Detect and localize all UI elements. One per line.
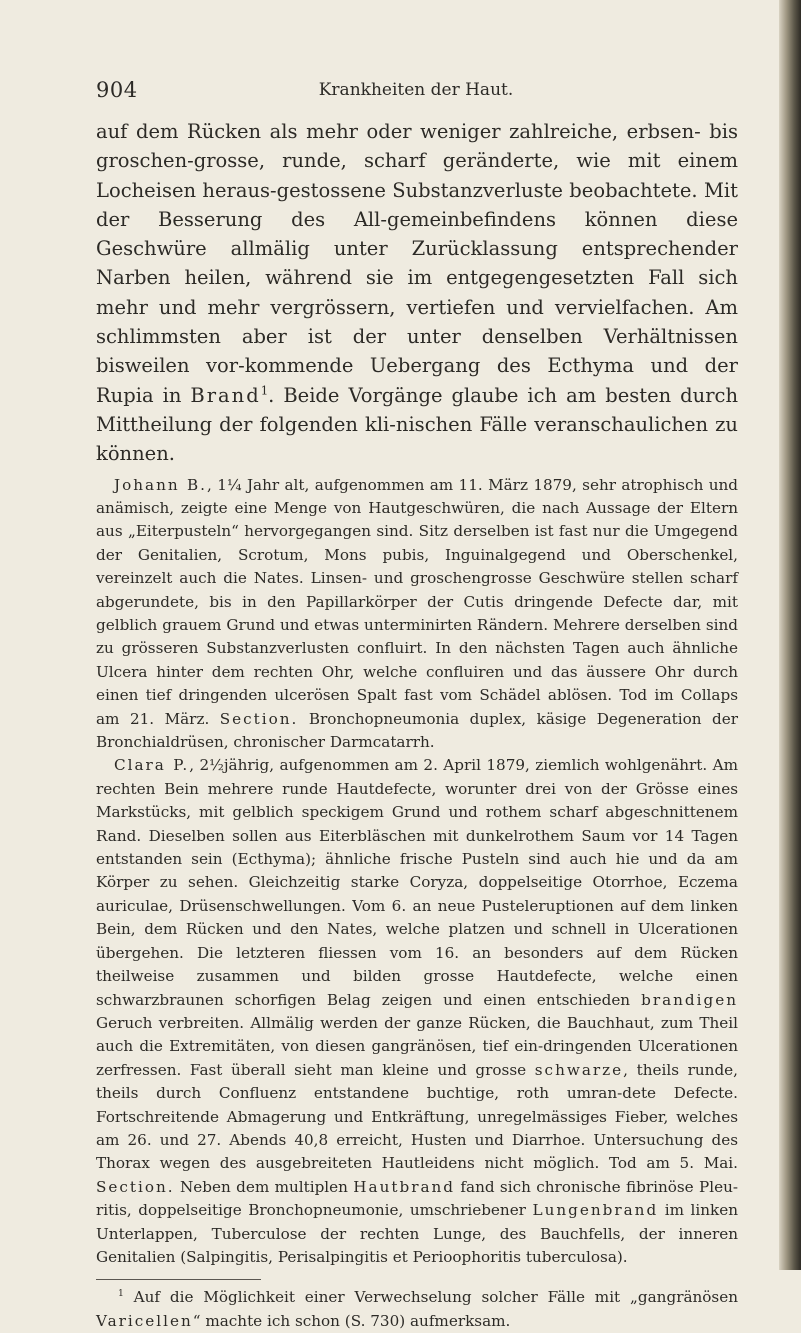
case-clara-text-6: im linken Unterlappen, Tuberculose der rechten Lunge, des Bauchfells, der inneren Genitalien (Salpingitis, Perisalpingitis et Perioophoritis tuberculosa).	[96, 1201, 738, 1266]
case-clara-text-5: fand sich chronische fibrinöse Pleu-ritis, doppelseitige Bronchopneumonie, umschriebener	[96, 1177, 738, 1220]
page-header	[96, 78, 736, 112]
case-paragraph-clara	[96, 754, 738, 1269]
case-clara-text-3: , theils runde, theils durch Confluenz entstandene buchtige, roth umran-dete Defecte. Fortschreitende Abmagerung und Entkräftung, unregelmässiges Fieber, welches am 26. und 27. Abends 40,8 erreicht, Husten und Diarrhoe. Untersuchung des Thorax wegen des ausgebreiteten Hautleidens nicht möglich. Tod am 5. Mai.	[96, 1060, 738, 1173]
case-clara-text-4: Neben dem multiplen	[174, 1177, 354, 1196]
book-spine-edge	[779, 0, 801, 1270]
case-johann-text-2: Bronchopneumonia duplex, käsige Degeneration der Bronchialdrüsen, chronischer Darmcatarrh.	[96, 709, 738, 752]
term-brandigen: brandigen	[641, 990, 738, 1009]
case-clara-text-1: , 2½jährig, aufgenommen am 2. April 1879, ziemlich wohlgenährt. Am rechten Bein mehrere runde Hautdefecte, worunter drei von der Grösse eines Markstücks, mit gelblich speckigem Grund und rothem scharf abgeschnittenem Rand. Dieselben sollen aus Eiterbläschen mit dunkelrothem Saum vor 14 Tagen entstanden sein (Ecthyma); ähnliche frische Pusteln sind auch hie und da am Körper zu sehen. Gleichzeitig starke Coryza, doppelseitige Otorrhoe, Eczema auriculae, Drüsenschwellungen. Vom 6. an neue Pusteleruptionen auf dem linken Bein, dem Rücken und den Nates, welche platzen und schnell in Ulcerationen übergehen. Die letzteren fliessen vom 16. an besonders auf dem Rücken theilweise zusammen und bilden grosse Hautdefecte, welche einen schwarzbraunen schorfigen Belag zeigen und einen entschieden	[96, 756, 738, 1009]
page-body	[96, 117, 738, 1333]
footnote-number: 1	[118, 1289, 124, 1300]
patient-name-johann: Johann B.	[114, 475, 207, 494]
term-schwarze: schwarze	[534, 1060, 624, 1079]
running-head: Krankheiten der Haut.	[318, 80, 514, 100]
section-label: Section.	[96, 1177, 175, 1196]
footnote-marker: 1	[260, 383, 269, 398]
section-label: Section.	[219, 709, 299, 728]
intro-text-part1: auf dem Rücken als mehr oder weniger zahlreiche, erbsen- bis groschen-grosse, runde, scharf geränderte, wie mit einem Locheisen heraus-gestossene Substanzverluste beobachtete. Mit der Besserung des All-gemeinbefindens können diese Geschwüre allmälig unter Zurücklassung entsprechender Narben heilen, während sie im entgegengesetzten Fall sich mehr und mehr vergrössern, vertiefen und vervielfachen. Am schlimmsten aber ist der unter denselben Verhältnissen bisweilen vor-kommende Uebergang des Ecthyma und der Rupia in	[96, 120, 738, 407]
page-number: 904	[96, 78, 138, 102]
patient-name-clara: Clara P.	[114, 756, 190, 775]
case-paragraph-johann	[96, 474, 738, 755]
footnote-text-1: Auf die Möglichkeit einer Verwechselung solcher Fälle mit „gangränösen	[123, 1288, 738, 1307]
footnote	[96, 1286, 738, 1333]
case-reports	[96, 474, 738, 1270]
footnote-paragraph	[96, 1286, 738, 1333]
term-lungenbrand: Lungenbrand	[532, 1201, 659, 1220]
footnote-rule	[96, 1279, 261, 1280]
term-brand: Brand	[190, 383, 261, 407]
term-hautbrand: Hautbrand	[353, 1177, 456, 1196]
case-clara-text-2: Geruch verbreiten. Allmälig werden der ganze Rücken, die Bauchhaut, zum Theil auch die Extremitäten, von diesen gangränösen, tief ein-dringenden Ulcerationen zerfressen. Fast überall sieht man kleine und grosse	[96, 1013, 738, 1079]
term-varicellen: Varicellen	[96, 1311, 193, 1330]
intro-text-part2: . Beide Vorgänge glaube ich am besten durch Mittheilung der folgenden kli-nischen Fälle veranschaulichen zu können.	[96, 383, 739, 466]
case-johann-text: , 1¼ Jahr alt, aufgenommen am 11. März 1879, sehr atrophisch und anämisch, zeigte eine Menge von Hautgeschwüren, die nach Aussage der Eltern aus „Eiterpusteln“ hervorgegangen sind. Sitz derselben ist fast nur die Umgegend der Genitalien, Scrotum, Mons pubis, Inguinalgegend und Oberschenkel, vereinzelt auch die Nates. Linsen- und groschengrosse Geschwüre stellen scharf abgerundete, bis in den Papillarkörper der Cutis dringende Defecte dar, mit gelblich grauem Grund und etwas unterminirten Rändern. Mehrere derselben sind zu grösseren Substanzverlusten confluirt. In den nächsten Tagen auch ähnliche Ulcera hinter dem rechten Ohr, welche confluiren und das äussere Ohr durch einen tief dringenden ulcerösen Spalt fast vom Schädel ablösen. Tod im Collaps am 21. März.	[96, 475, 739, 728]
intro-text	[96, 117, 738, 469]
intro-paragraph	[96, 117, 738, 469]
footnote-text-2: “ machte ich schon (S. 730) aufmerksam.	[192, 1311, 511, 1330]
